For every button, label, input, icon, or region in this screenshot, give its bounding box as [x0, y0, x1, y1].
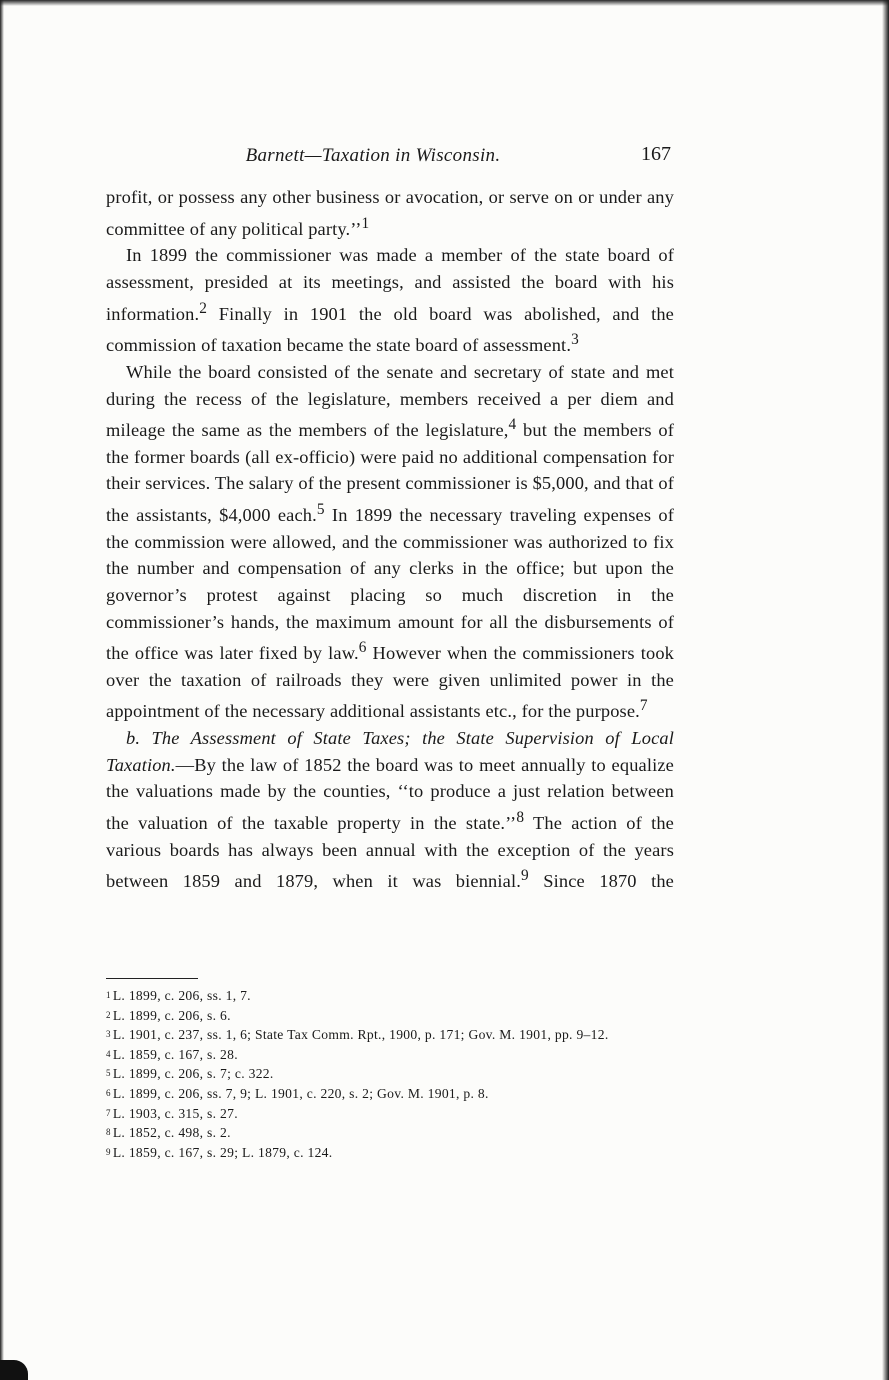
- scan-edge-right: [882, 0, 889, 1380]
- scan-corner-mark: [0, 1360, 28, 1380]
- footnote-mark: 3: [106, 1029, 111, 1040]
- paragraph-3-text-a: While the board consisted of the senate and secretary of state and met during the recess of the legislature, members received a per diem and mileage the same as the members of the legislature,: [106, 361, 674, 441]
- paragraph-1-text: profit, or possess any other business or avocation, or serve on or under any committee of any political party.’’: [106, 187, 674, 239]
- paragraph-4-text-b: The action of the various boards has always been annual with the exception of the years between 1859 and 1879, when it was biennial.: [106, 813, 674, 892]
- footnote-text: L. 1899, c. 206, s. 6.: [112, 1007, 231, 1023]
- paragraph-1: [106, 184, 674, 242]
- footnote-text: L. 1859, c. 167, s. 28.: [112, 1046, 238, 1062]
- footnote: [106, 1143, 676, 1163]
- footnote-text: L. 1901, c. 237, ss. 1, 6; State Tax Comm. Rpt., 1900, p. 171; Gov. M. 1901, pp. 9–12.: [112, 1027, 609, 1043]
- footnote-ref-8: 8: [516, 808, 525, 826]
- footnote: [106, 1025, 676, 1045]
- footnote-text: L. 1852, c. 498, s. 2.: [112, 1125, 231, 1141]
- paragraph-4-text-c: Since 1870 the: [528, 871, 674, 892]
- footnote: [106, 1084, 676, 1104]
- footnote-text: L. 1903, c. 315, s. 27.: [112, 1105, 238, 1121]
- footnote-rule: [106, 978, 198, 979]
- paragraph-2-text-a: In 1899 the commissioner was made a member of the state board of assessment, presided at its meetings, and assisted the board with his information.: [106, 245, 674, 324]
- footnote-mark: 6: [106, 1087, 111, 1098]
- footnote-ref-1: 1: [361, 214, 370, 232]
- scan-edge-top: [0, 0, 889, 6]
- footnote: [106, 1006, 676, 1026]
- footnotes: [106, 986, 676, 1162]
- footnote-text: L. 1899, c. 206, ss. 7, 9; L. 1901, c. 220, s. 2; Gov. M. 1901, p. 8.: [112, 1085, 489, 1101]
- paragraph-3-text-c: In 1899 the necessary traveling expenses of the commission were allowed, and the commissioner was authorized to fix the number and compensation of any clerks in the office; but upon the governor’s protest against placing so much discretion in the commissioner’s hands, the maximum amount for all the disbursements of the office was later fixed by law.: [106, 505, 675, 664]
- running-title: Barnett—Taxation in Wisconsin.: [245, 145, 501, 166]
- footnote-mark: 4: [106, 1048, 111, 1059]
- body-text: [106, 184, 674, 895]
- footnote-mark: 1: [106, 990, 111, 1000]
- paragraph-4: [106, 725, 674, 895]
- footnote-ref-2: 2: [199, 299, 208, 317]
- footnote-ref-7: 7: [639, 697, 648, 715]
- paragraph-2: [106, 242, 674, 359]
- footnote-mark: 7: [106, 1107, 111, 1118]
- footnote-ref-3: 3: [571, 331, 579, 349]
- footnote-mark: 5: [106, 1068, 111, 1079]
- paragraph-3: [106, 359, 674, 725]
- scan-edge-left: [0, 0, 4, 1380]
- paragraph-3-text-d: However when the commissioners took over the taxation of railroads they were given unlimited power in the appointment of the necessary additional assistants etc., for the purpose.: [106, 643, 675, 722]
- footnote-mark: 2: [106, 1009, 111, 1020]
- section-heading: b. The Assessment of State Taxes; the State Supervision of Local Taxation.: [106, 728, 674, 775]
- footnote-ref-9: 9: [520, 867, 529, 885]
- page-number: 167: [641, 143, 671, 165]
- footnote-mark: 8: [106, 1127, 111, 1138]
- running-head: [105, 142, 675, 170]
- footnote-text: L. 1899, c. 206, s. 7; c. 322.: [112, 1066, 274, 1082]
- footnote: [106, 1104, 676, 1124]
- paragraph-4-text-a: —By the law of 1852 the board was to meet annually to equalize the valuations made by the counties, ‘‘to produce a just relation between the valuation of the taxable property in the state.’’: [106, 754, 674, 834]
- footnote: [106, 986, 676, 1006]
- footnote-text: L. 1899, c. 206, ss. 1, 7.: [112, 988, 251, 1003]
- footnote: [106, 1045, 676, 1065]
- footnote-ref-6: 6: [358, 639, 367, 657]
- footnote-ref-5: 5: [316, 501, 325, 519]
- footnote-text: L. 1859, c. 167, s. 29; L. 1879, c. 124.: [112, 1144, 333, 1160]
- footnote-ref-4: 4: [508, 416, 517, 434]
- footnote: [106, 1064, 676, 1084]
- footnote-mark: 9: [106, 1146, 111, 1157]
- footnote: [106, 1123, 676, 1143]
- paragraph-2-text-b: Finally in 1901 the old board was abolished, and the commission of taxation became the state board of assessment.: [106, 303, 674, 356]
- paragraph-3-text-b: but the members of the former boards (all ex-officio) were paid no additional compensation for their services. The salary of the present commissioner is $5,000, and that of the assistants, $4,000 each.: [106, 420, 674, 526]
